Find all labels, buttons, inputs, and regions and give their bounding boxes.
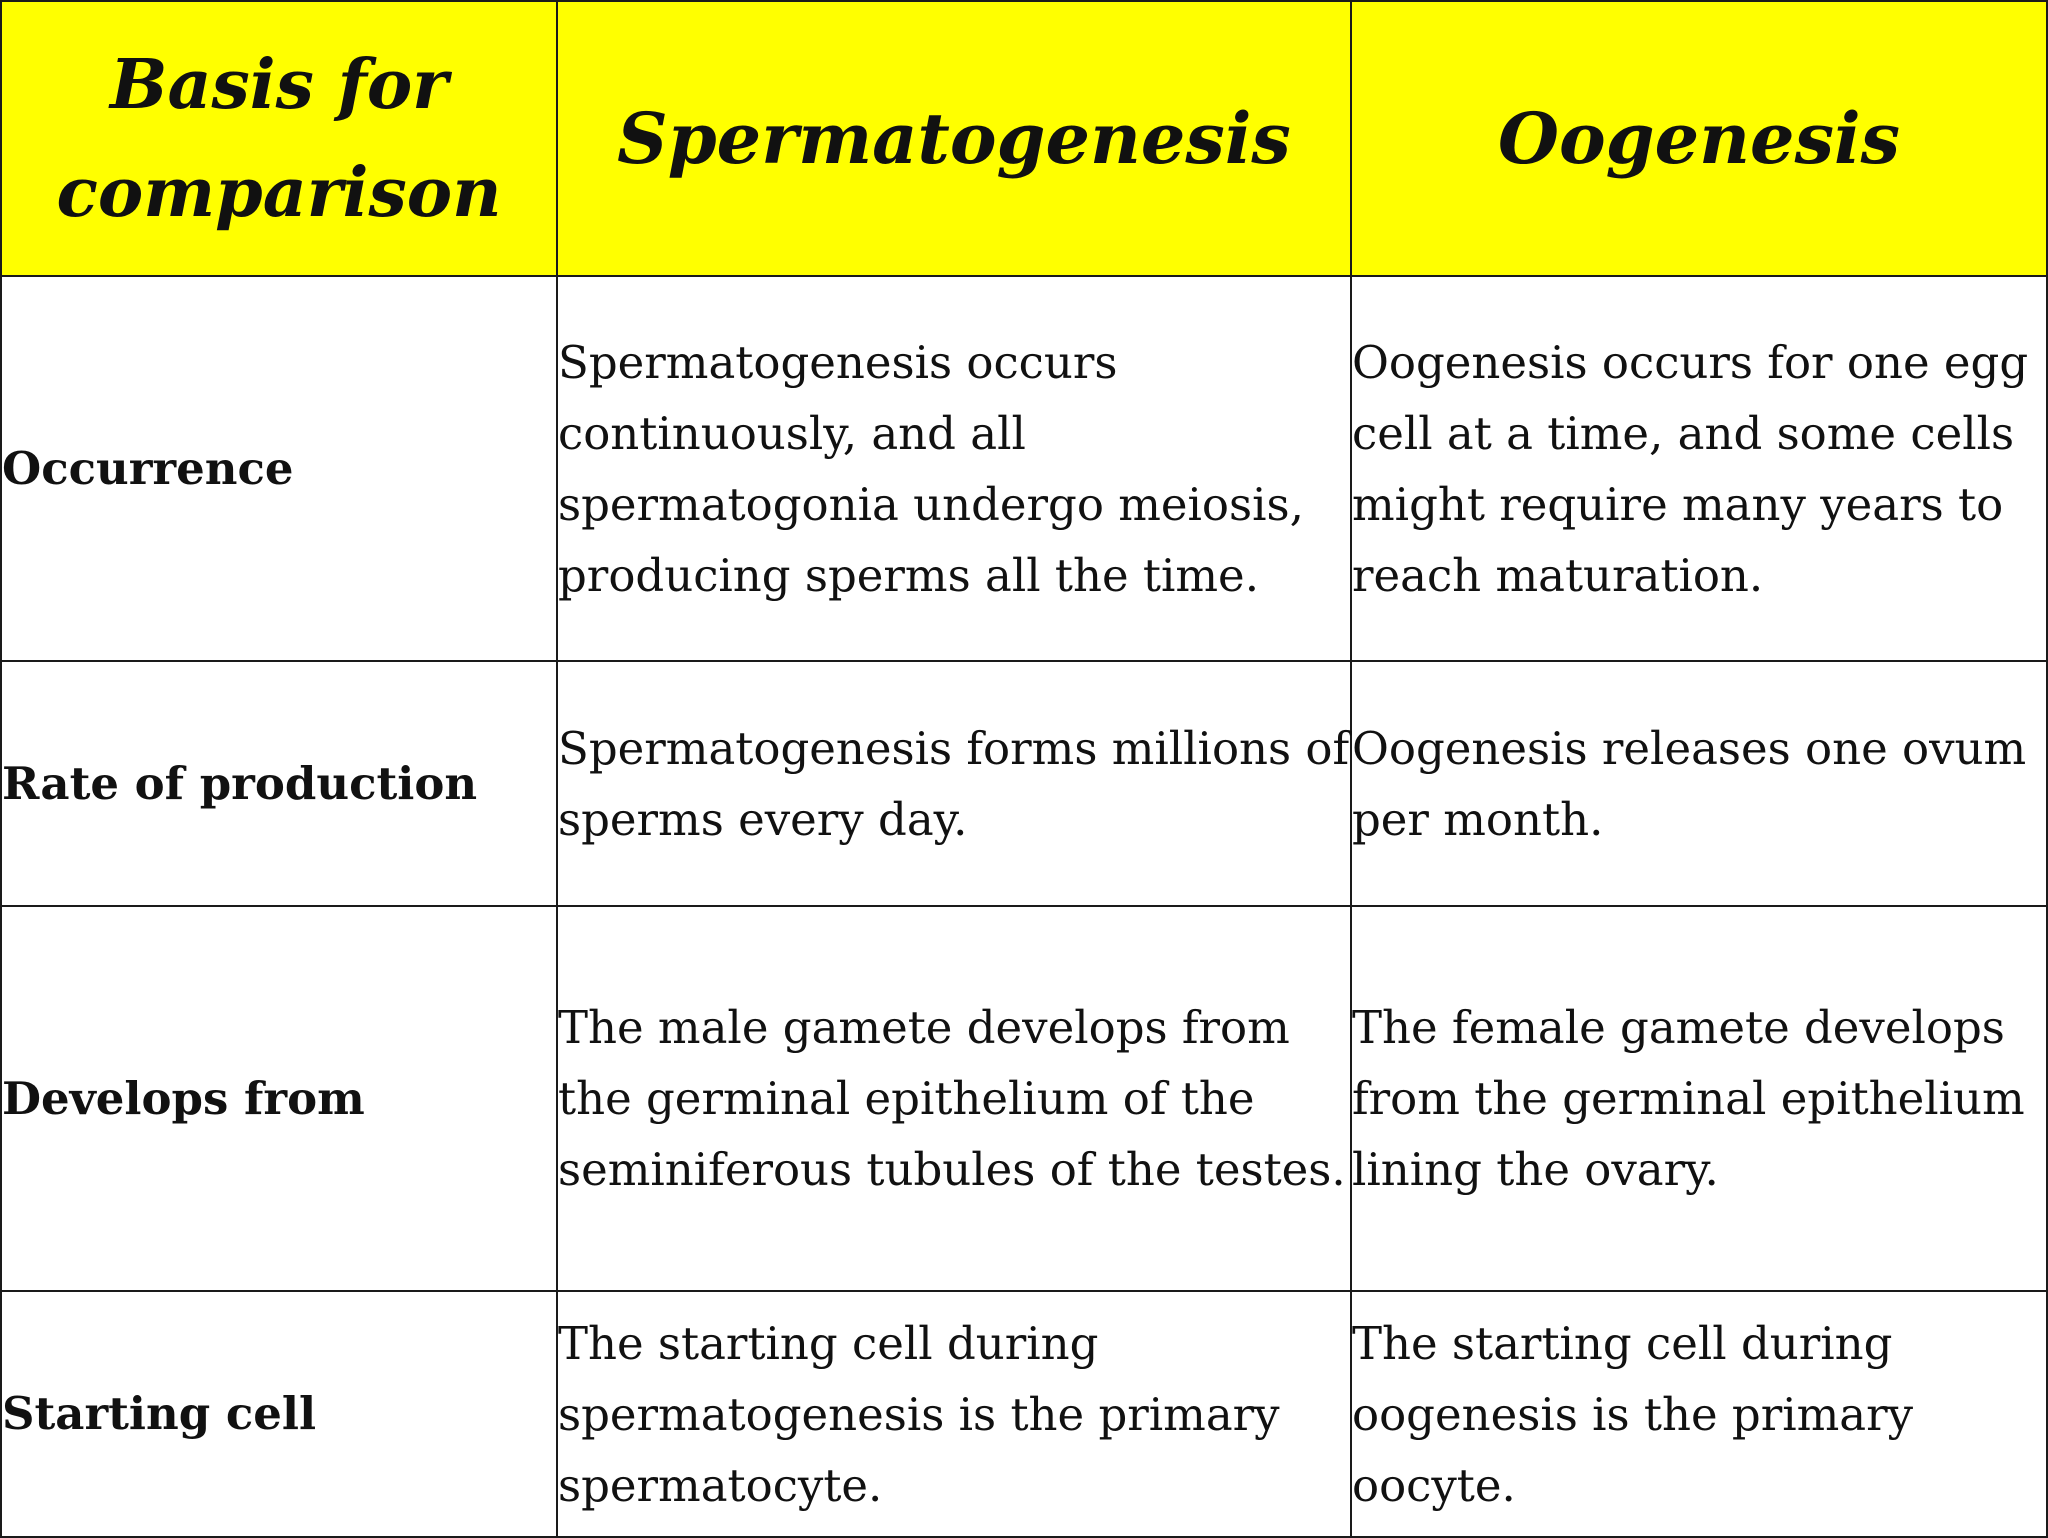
row-basis-cell: Develops from (1, 906, 557, 1291)
spermatogenesis-cell: Spermatogenesis occurs continuously, and all spermatogonia undergo meiosis, producing sperms all the time. (557, 276, 1351, 661)
spermatogenesis-cell: The male gamete develops from the germinal epithelium of the seminiferous tubules of the testes. (557, 906, 1351, 1291)
oogenesis-cell: Oogenesis occurs for one egg cell at a time, and some cells might require many years to reach maturation. (1351, 276, 2047, 661)
header-basis: Basis for comparison (1, 1, 557, 276)
row-basis-cell: Rate of production (1, 661, 557, 906)
header-oogenesis: Oogenesis (1351, 1, 2047, 276)
oogenesis-cell: The starting cell during oogenesis is the primary oocyte. (1351, 1291, 2047, 1537)
row-basis-cell: Starting cell (1, 1291, 557, 1537)
table-row (1, 276, 2047, 661)
row-basis-cell: Occurrence (1, 276, 557, 661)
spermatogenesis-cell: The starting cell during spermatogenesis is the primary spermatocyte. (557, 1291, 1351, 1537)
table-row (1, 906, 2047, 1291)
header-row (1, 1, 2047, 276)
header-spermatogenesis: Spermatogenesis (557, 1, 1351, 276)
oogenesis-cell: Oogenesis releases one ovum per month. (1351, 661, 2047, 906)
table-row (1, 1291, 2047, 1537)
table-row (1, 661, 2047, 906)
oogenesis-cell: The female gamete develops from the germinal epithelium lining the ovary. (1351, 906, 2047, 1291)
spermatogenesis-cell: Spermatogenesis forms millions of sperms every day. (557, 661, 1351, 906)
